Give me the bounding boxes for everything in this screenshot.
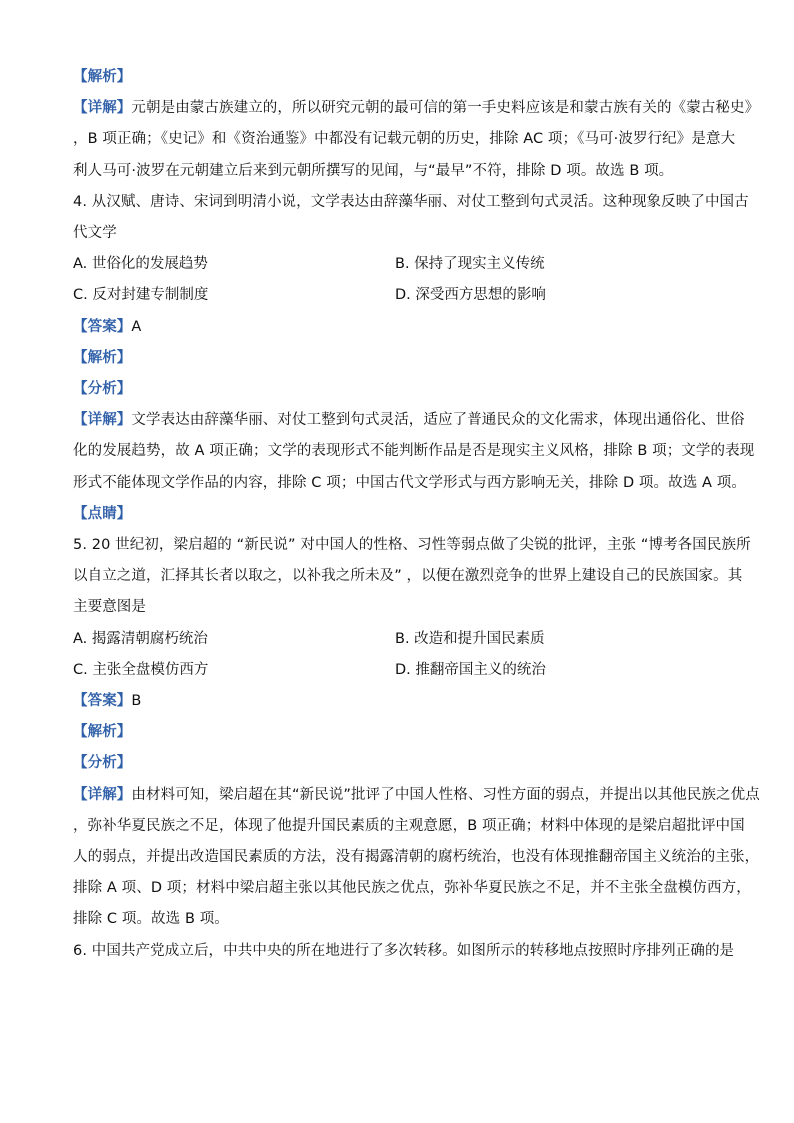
answer-tag: 【答案】: [73, 693, 132, 710]
answer-line: [73, 312, 733, 343]
analysis-heading: [73, 343, 733, 374]
option-c: C. 主张全盘模仿西方: [73, 661, 209, 678]
analysis-tag: 【解析】: [73, 69, 132, 85]
document-page: [73, 62, 760, 967]
question-5-stem: 主要意图是: [73, 599, 146, 616]
question-4-stem: 4. 从汉赋、唐诗、宋词到明清小说，文学表达由辞藻华丽、对仗工整到句式灵活。这种现象反映了中国古: [73, 193, 749, 210]
detail-paragraph-line: 排除 C 项。故选 B 项。: [73, 911, 229, 928]
detail-text: 文学表达由辞藻华丽、对仗工整到句式灵活，适应了普通民众的文化需求，体现出通俗化、世俗: [131, 412, 745, 429]
analysis-heading: [73, 717, 733, 748]
detail-paragraph-line: ，弥补华夏民族之不足，体现了他提升国民素质的主观意愿，B 项正确；材料中体现的是梁启超批评中国: [73, 817, 745, 834]
detail-text: 元朝是由蒙古族建立的，所以研究元朝的最可信的第一手史料应该是和蒙古族有关的《蒙古秘史》: [131, 100, 760, 117]
detail-paragraph-line: 排除 A 项、D 项；材料中梁启超主张以其他民族之优点，弥补华夏民族之不足，并不主张全盘模仿西方，: [73, 880, 751, 897]
question-4-options-row: [73, 249, 733, 280]
detail-paragraph-line: [73, 405, 745, 436]
fenxi-tag: 【分析】: [73, 381, 132, 398]
question-4-stem: 代文学: [73, 225, 117, 242]
detail-paragraph-line: 形式不能体现文学作品的内容，排除 C 项；中国古代文学形式与西方影响无关，排除 D 项。故选 A 项。: [73, 474, 746, 491]
question-5-stem: 以自立之道，汇择其长者以取之，以补我之所未及” ，以便在激烈竞争的世界上建设自己的民族国家。其: [73, 568, 743, 585]
question-5-options-row: [73, 624, 733, 655]
answer-line: [73, 686, 733, 717]
question-5-options-row: [73, 655, 733, 686]
fenxi-heading: [73, 748, 733, 779]
detail-paragraph-line: [73, 93, 760, 124]
detail-paragraph-line: 人的弱点，并提出改造国民素质的方法，没有揭露清朝的腐朽统治，也没有体现推翻帝国主义统治的主张，: [73, 849, 760, 866]
dianjing-tag: 【点睛】: [73, 505, 132, 522]
answer-tag: 【答案】: [73, 318, 132, 335]
detail-tag: 【详解】: [73, 412, 132, 429]
question-5-stem: 5. 20 世纪初，梁启超的 “新民说” 对中国人的性格、习性等弱点做了尖锐的批评，主张 “博考各国民族所: [73, 537, 751, 554]
detail-tag: 【详解】: [73, 786, 132, 803]
fenxi-heading: [73, 374, 733, 405]
analysis-heading: [73, 62, 733, 93]
option-b: B. 改造和提升国民素质: [395, 630, 545, 647]
detail-paragraph-line: 利人马可·波罗在元朝建立后来到元朝所撰写的见闻，与“最早”不符，排除 D 项。故选 B 项。: [73, 162, 674, 179]
answer-value: A: [131, 318, 142, 335]
answer-value: B: [131, 693, 142, 710]
dianjing-heading: [73, 499, 733, 530]
analysis-tag: 【解析】: [73, 349, 132, 366]
detail-text: 由材料可知，梁启超在其“新民说”批评了中国人性格、习性方面的弱点，并提出以其他民族之优点: [131, 786, 760, 803]
analysis-tag: 【解析】: [73, 724, 132, 741]
question-6-stem: 6. 中国共产党成立后，中共中央的所在地进行了多次转移。如图所示的转移地点按照时序排列正确的是: [73, 942, 735, 959]
option-b: B. 保持了现实主义传统: [395, 256, 545, 273]
option-a: A. 世俗化的发展趋势: [73, 256, 208, 273]
option-d: D. 深受西方思想的影响: [395, 287, 546, 304]
option-c: C. 反对封建专制制度: [73, 287, 209, 304]
detail-tag: 【详解】: [73, 100, 132, 117]
detail-paragraph-line: ，B 项正确；《史记》和《资治通鉴》中都没有记载元朝的历史，排除 AC 项；《马可·波罗行纪》是意大: [73, 131, 736, 148]
question-4-options-row: [73, 280, 733, 311]
detail-paragraph-line: 化的发展趋势，故 A 项正确；文学的表现形式不能判断作品是否是现实主义风格，排除 B 项；文学的表现: [73, 443, 755, 460]
option-a: A. 揭露清朝腐朽统治: [73, 630, 208, 647]
fenxi-tag: 【分析】: [73, 755, 132, 772]
detail-paragraph-line: [73, 780, 760, 811]
option-d: D. 推翻帝国主义的统治: [395, 661, 546, 678]
